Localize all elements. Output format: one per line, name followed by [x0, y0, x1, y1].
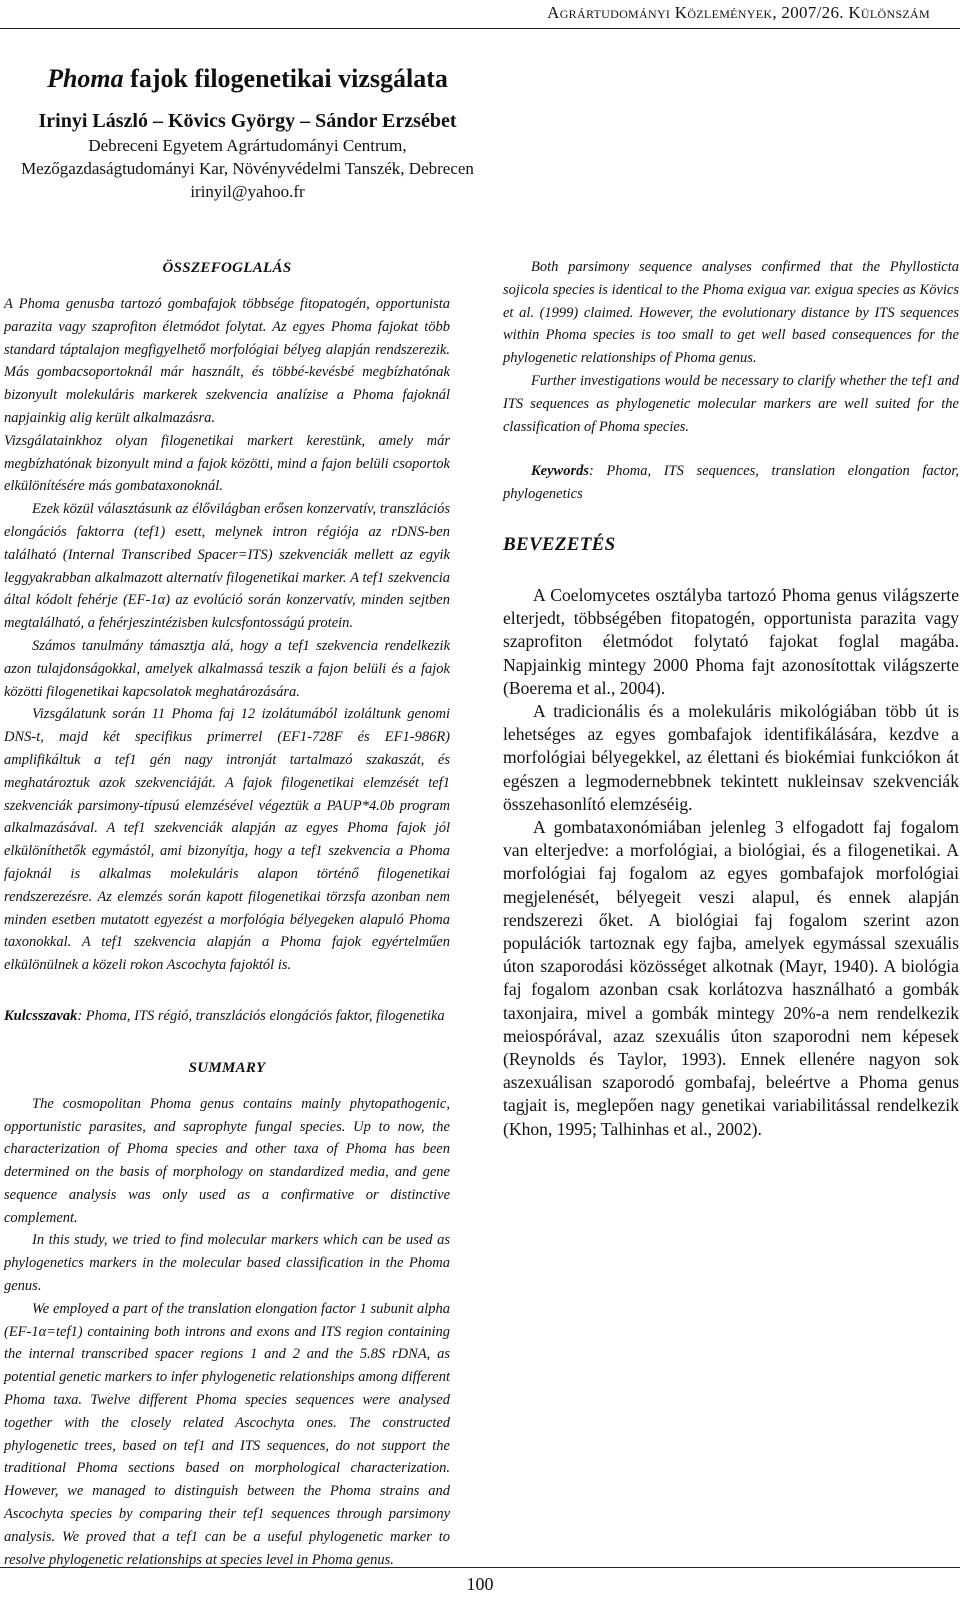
summary-paragraph-4: Both parsimony sequence analyses confirmed that the Phyllosticta sojicola species is identical to the Phoma exigua var. exigua species as Kövics et al. (1999) claimed. However, the evolutionary distance by ITS sequences within Phoma species is too small to get well based consequences for the phylogenetic relationships of Phoma genus. [503, 259, 959, 367]
affiliation-line-2: Mezőgazdaságtudományi Kar, Növényvédelmi Tanszék, Debrecen [21, 159, 474, 178]
summary-paragraph-3: We employed a part of the translation elongation factor 1 subunit alpha (EF-1α=tef1) containing both introns and exons and ITS region containing the internal transcribed spacer regions 1 and 2 and the 5.8S rDNA, as potential genetic markers to infer phylogenetic relationships among different Phoma taxa. Twelve different Phoma species sequences were analysed together with the closely related Ascochyta ones. The constructed phylogenetic trees, based on tef1 and ITS sequences, do not support the traditional Phoma sections based on morphological characterization. However, we managed to distinguish between the Phoma strains and Ascochyta species by comparing their tef1 sequences through parsimony analysis. We proved that a tef1 can be a useful phylogenetic marker to resolve phylogenetic relationships at species level in Phoma genus. [4, 1300, 450, 1568]
bevezetes-paragraph-2: A tradicionális és a molekuláris mikológiában több út is lehetséges az egyes gombafajok identifikálására, kezdve a morfológiai bélyegekkel, az élettani és biokémiai funkciókon át egészen a legmodernebbnek tekintett nukleinsav szekvenciák összehasonlító elemzéséig. [503, 700, 959, 814]
title-genus: Phoma [47, 64, 124, 93]
bevezetes-paragraph-3: A gombataxonómiában jelenleg 3 elfogadott faj fogalom van elterjedve: a morfológiai, a biológiai, és a filogenetikai. A morfológiai faj fogalom az egyes gombafajok morfológiai megjelenését, bélyegeit veszi alapul, és ennek alapján rendszerezi őket. A biológiai faj fogalom szerint azon populációk tartoznak egy fajba, amelyek egymással szexuális úton szaporodási közösséget alkotnak (Mayr, 1940). A biológia faj fogalom azonban csak korlátozva használható a gombák taxonjaira, mivel a gombák mintegy 20%-a nem rendelkezik meiospórával, azaz szexuális úton szaporodni nem képesek (Reynolds és Taylor, 1993). Ennek ellenére nagyon sok aszexuálisan szaporodó gombafaj, beleértve a Phoma genus tagjait is, meglepően nagy genetikai variabilitással rendelkezik (Khon, 1995; Talhinhas et al., 2002). [503, 817, 959, 1139]
summary-heading: SUMMARY [188, 1059, 266, 1076]
kulcsszavak-label: Kulcsszavak [4, 1007, 78, 1024]
running-head: Agrártudományi Közlemények, 2007/26. Különszám [547, 3, 930, 22]
osszefoglalas-paragraph-3: Ezek közül választásunk az élővilágban erősen konzervatív, transzlációs elongációs faktorra (tef1) esett, melynek intron régiója az rDNS-ben található (Internal Transcribed Spacer=ITS) szekvenciák mellett az egyik leggyakrabban alkalmazott alternatív filogenetikai marker. A tef1 szekvencia által kódolt fehérje (EF-1α) az evolúció során konzervatív, minden sejtben megtalálható, a fehérjeszintézisben kulcsfontosságú protein. [4, 501, 450, 632]
osszefoglalas-paragraph-2: Vizsgálatainkhoz olyan filogenetikai markert kerestünk, amely már megbízhatónak bizonyult mind a fajok közötti, mind a fajon belüli csoportok elkülönítésére más gombataxonoknál. [4, 432, 450, 495]
keywords-label: Keywords [531, 463, 589, 480]
footer-rule [0, 1567, 960, 1568]
article-title [0, 62, 495, 96]
osszefoglalas-paragraph-4: Számos tanulmány támasztja alá, hogy a tef1 szekvencia rendelkezik azon tulajdonságokkal, amelyek alkalmassá teszik a fajon belüli és a fajok közötti filogenetikai kapcsolatok meghatározására. [4, 637, 450, 700]
right-column [503, 256, 959, 1141]
summary-paragraph-2: In this study, we tried to find molecular markers which can be used as phylogenetics markers in the molecular based classification in the Phoma genus. [4, 1232, 450, 1295]
kulcsszavak [4, 1005, 450, 1028]
left-column [4, 256, 450, 1571]
page-number: 100 [466, 1574, 494, 1594]
authors: Irinyi László – Kövics György – Sándor Erzsébet [38, 110, 457, 132]
osszefoglalas-paragraph-1: A Phoma genusba tartozó gombafajok többsége fitopatogén, opportunista parazita vagy szaprofiton életmódot folytat. Az egyes Phoma fajokat több standard táptalajon megfigyelhető morfológiai bélyeg alapján rendszerezik. Más gombacsoportoknál már használt, és többé-kevésbé megbízhatónak bizonyult molekuláris markerek szekvencia analízise a Phoma fajoknál napjainkig alig került alkalmazásra. [4, 296, 450, 426]
osszefoglalas-paragraph-5: Vizsgálatunk során 11 Phoma faj 12 izolátumából izoláltunk genomi DNS-t, majd két specifikus primerrel (EF1-728F és EF1-986R) amplifikáltuk a tef1 gén nagy intronját tartalmazó szakaszát, és meghatároztuk azok szekvenciáját. A fajok filogenetikai elemzését tef1 szekvenciák parsimony-típusú elemzésével végeztük a PAUP*4.0b program alkalmazásával. A tef1 szekvenciák alapján az egyes Phoma fajok jól elkülöníthetők egymástól, ami bizonyítja, hogy a tef1 szekvencia a Phoma fajoknál is alkalmas molekuláris alapon történő filogenetikai rendszerezésre. Az elemzés során kapott filogenetikai törzsfa azonban nem minden esetben mutatott egyezést a morfológia bélyegeken alapuló Phoma taxonokkal. A tef1 szekvencia alapján a Phoma fajok egyértelműen elkülönülnek a közeli rokon Ascochyta fajoktól is. [4, 706, 450, 974]
bevezetes-paragraph-1: A Coelomycetes osztályba tartozó Phoma genus világszerte elterjedt, többségében fitopatogén, opportunista parazita vagy szaprofiton életmódot folytató fajokat foglal magába. Napjainkig mintegy 2000 Phoma fajt azonosítottak világszerte (Boerema et al., 2004). [503, 584, 959, 698]
summary-paragraph-5: Further investigations would be necessary to clarify whether the tef1 and ITS sequences as phylogenetic molecular markers are well suited for the classification of Phoma species. [503, 372, 959, 435]
keywords-text: : Phoma, ITS sequences, translation elongation factor, phylogenetics [503, 463, 959, 503]
bevezetes-heading: BEVEZETÉS [503, 533, 616, 555]
affiliation-line-1: Debreceni Egyetem Agrártudományi Centrum, [88, 136, 407, 155]
author-email: irinyil@yahoo.fr [190, 182, 305, 201]
title-block [0, 62, 495, 203]
summary-paragraph-1: The cosmopolitan Phoma genus contains mainly phytopathogenic, opportunistic parasites, and saprophyte fungal species. Up to now, the characterization of Phoma species and other taxa of Phoma has been determined on the basis of morphology on standardized media, and gene sequence analysis was only used as a confirmative or distinctive complement. [4, 1095, 450, 1226]
osszefoglalas-heading: ÖSSZEFOGLALÁS [162, 260, 292, 276]
header-rule [0, 28, 960, 29]
kulcsszavak-text: : Phoma, ITS régió, transzlációs elongációs faktor, filogenetika [77, 1007, 445, 1024]
title-rest: fajok filogenetikai vizsgálata [123, 64, 448, 93]
keywords [503, 460, 959, 506]
